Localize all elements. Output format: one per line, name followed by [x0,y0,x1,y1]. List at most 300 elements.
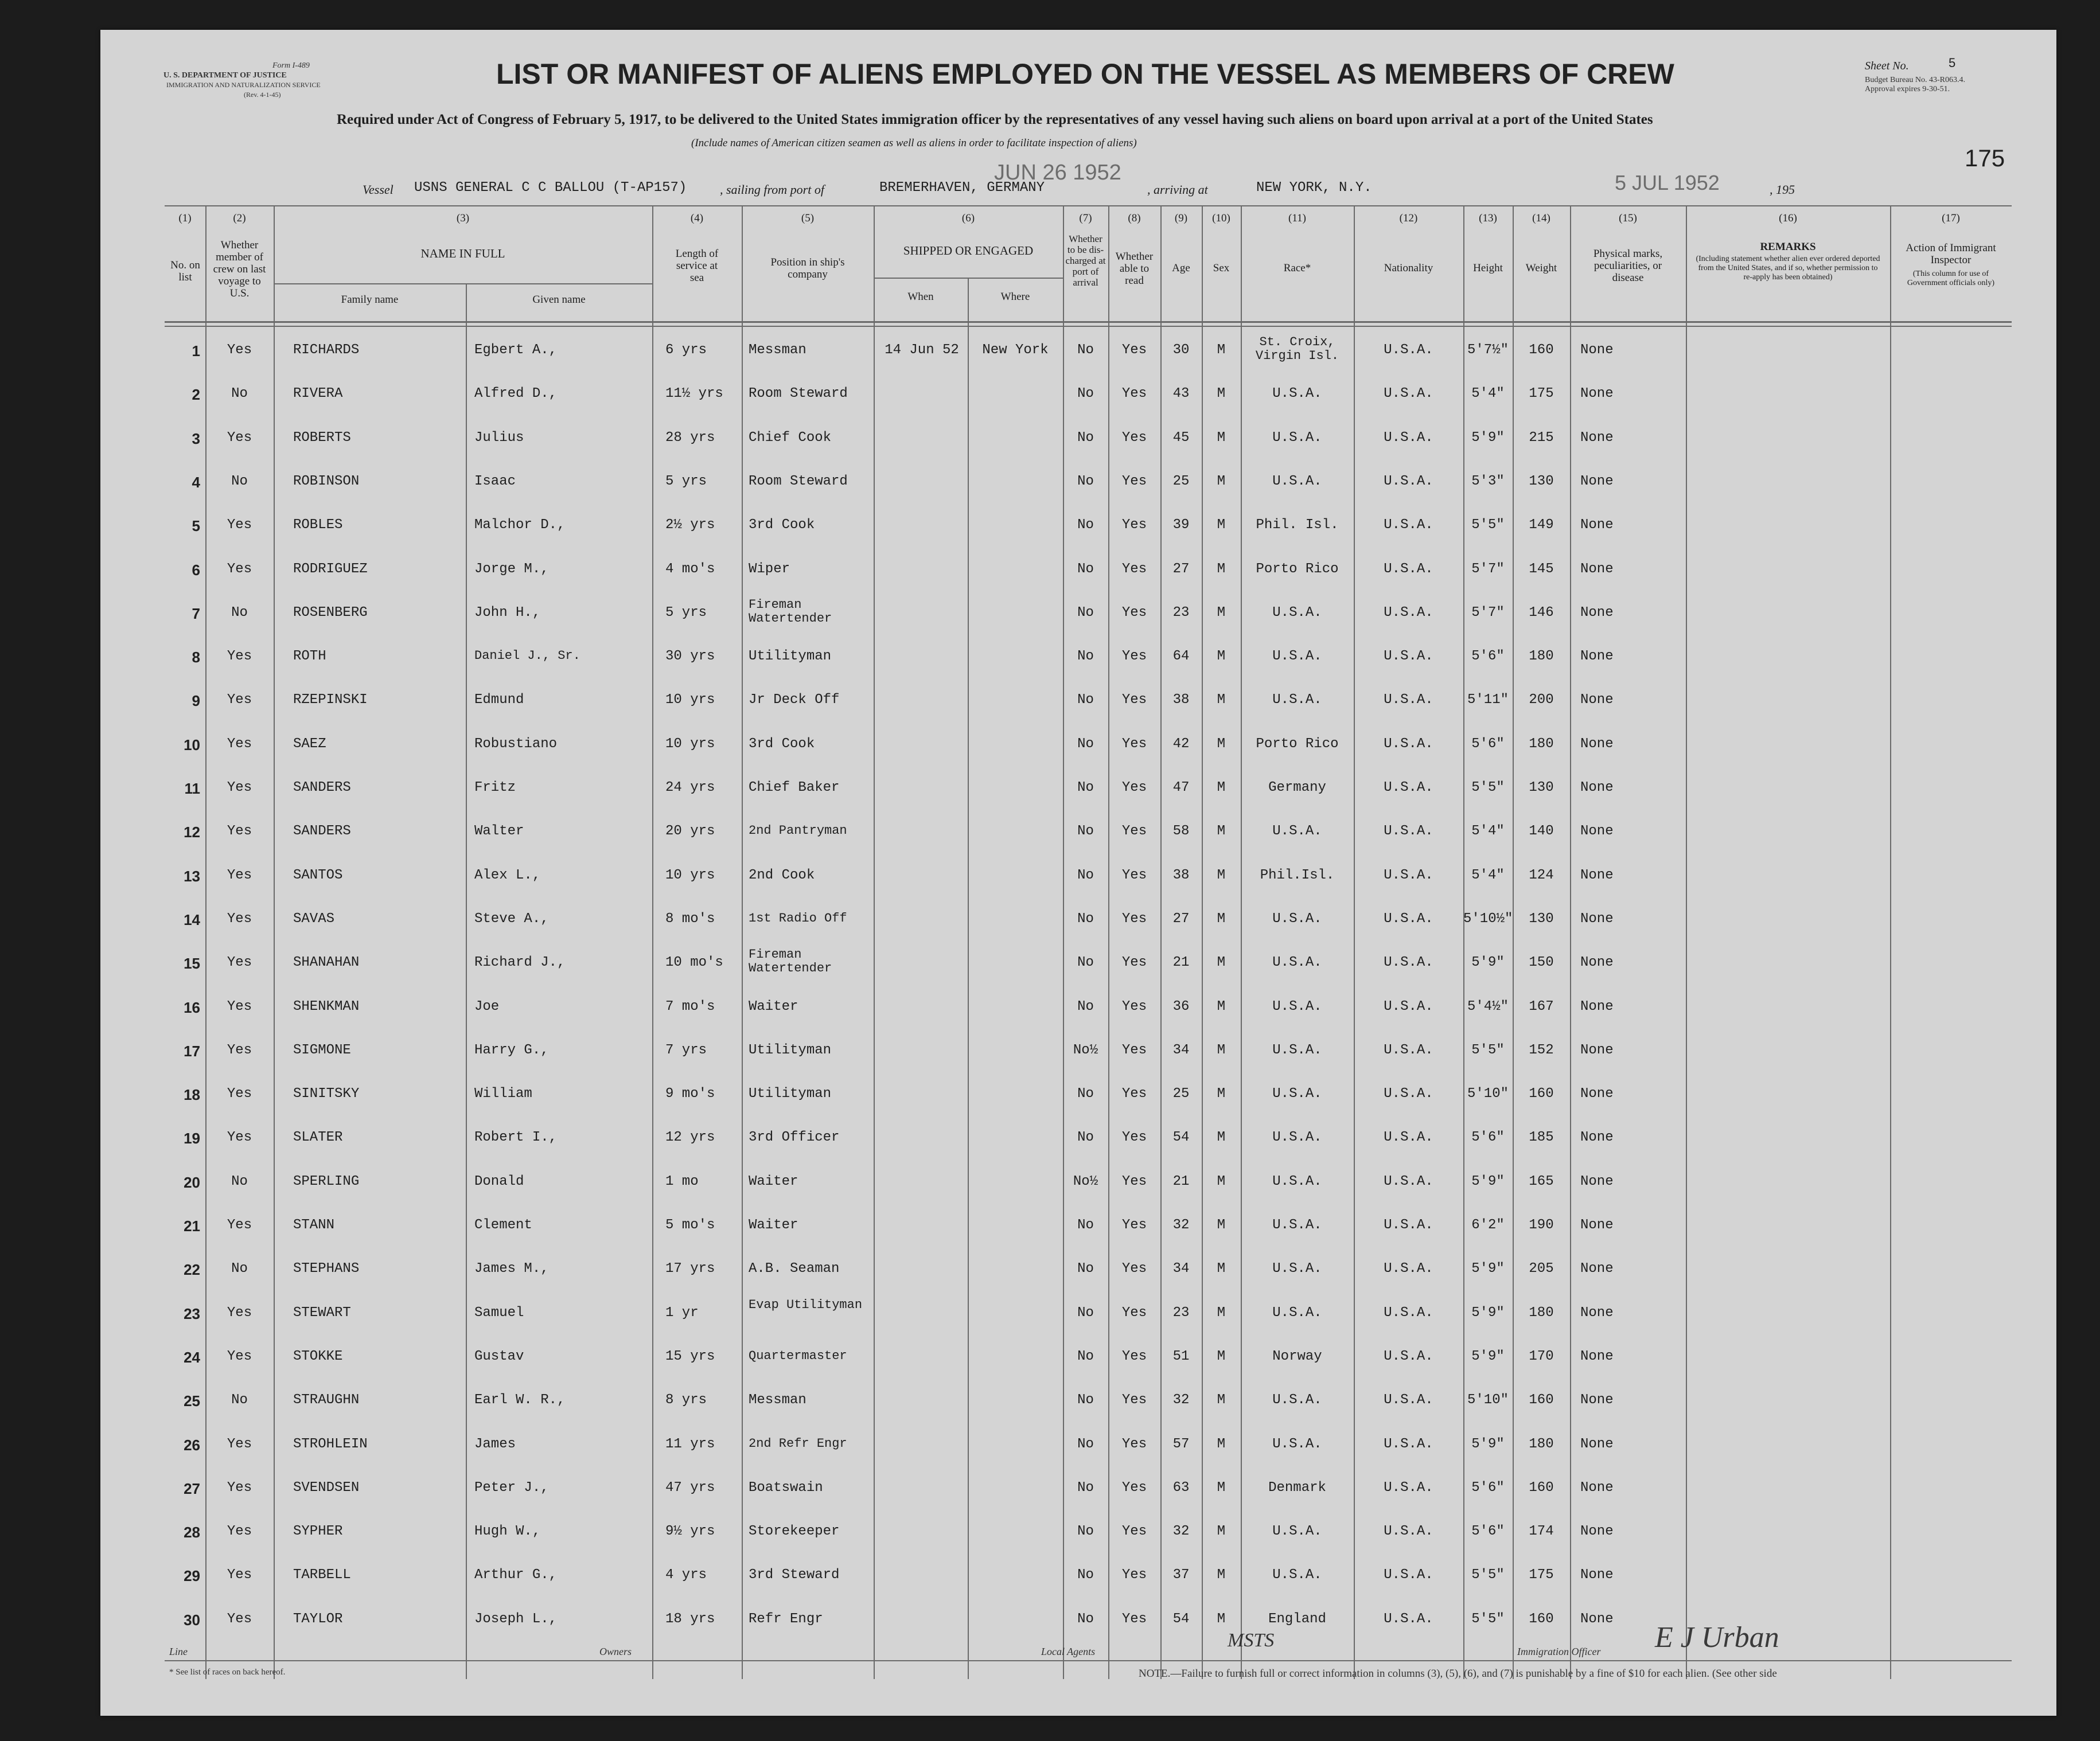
position-cell: Jr Deck Off [749,692,840,708]
length-cell: 10 yrs [665,692,715,708]
member-cell: Yes [227,561,252,577]
length-cell: 5 yrs [665,604,707,620]
physical-marks-cell: None [1580,692,1614,708]
member-cell: Yes [227,1524,252,1540]
row-number: 22 [184,1261,200,1279]
given-name-cell: Daniel J., Sr. [474,649,580,663]
sex-cell: M [1217,517,1226,533]
row-number: 30 [184,1611,200,1629]
nationality-cell: U.S.A. [1384,1611,1433,1627]
position-cell: 3rd Officer [749,1130,840,1146]
column-rule [1513,205,1514,1679]
member-cell: Yes [227,649,252,665]
family-name-cell: SANTOS [293,867,343,883]
discharged-cell: No [1077,1086,1094,1102]
sex-cell: M [1217,473,1226,489]
header-family-name: Family name [341,294,399,306]
weight-cell: 145 [1529,561,1554,577]
weight-cell: 150 [1529,955,1554,971]
read-cell: Yes [1121,386,1147,402]
sex-cell: M [1217,1086,1226,1102]
sex-cell: M [1217,649,1226,665]
length-cell: 7 mo's [665,998,715,1014]
line-label: Line [169,1646,188,1657]
row-number: 8 [192,649,200,666]
weight-cell: 146 [1529,604,1554,620]
age-cell: 38 [1172,867,1190,883]
height-cell: 5'9" [1471,955,1505,971]
age-cell: 42 [1172,736,1190,752]
read-cell: Yes [1121,1305,1147,1321]
length-cell: 17 yrs [665,1261,715,1277]
row-number: 1 [192,342,200,360]
subtitle: Required under Act of Congress of February 5, 1917, to be delivered to the United States immigration officer by the representatives of any vessel having such aliens on board upon arrival at a port of the United States [337,112,1653,127]
read-cell: Yes [1121,1480,1147,1496]
given-name-cell: Julius [474,430,524,446]
family-name-cell: STEPHANS [293,1261,360,1277]
discharged-cell: No [1077,1567,1094,1583]
read-cell: Yes [1121,780,1147,795]
position-cell: Fireman Watertender [749,597,832,626]
discharged-cell: No [1077,911,1094,927]
weight-cell: 175 [1529,1567,1554,1583]
age-cell: 58 [1172,823,1190,840]
race-cell: U.S.A. [1272,823,1322,840]
column-rule [652,205,653,1679]
column-rule [874,205,875,1679]
sheet-number: 5 [1949,56,1956,70]
weight-cell: 215 [1529,430,1554,446]
age-cell: 32 [1172,1217,1190,1233]
position-cell: Quartermaster [749,1348,847,1363]
page-number: 175 [1965,145,2005,171]
race-cell: Norway [1272,1348,1322,1364]
sex-cell: M [1217,1130,1226,1146]
column-rule [1108,205,1109,1679]
header-top-rule [165,205,2012,206]
header-bottom-rule-2 [165,326,2012,327]
form-revision: (Rev. 4-1-45) [244,91,281,99]
department-name: U. S. DEPARTMENT OF JUSTICE [163,71,287,80]
family-name-cell: ROBLES [293,517,343,533]
height-cell: 5'9" [1471,1173,1505,1189]
family-name-cell: SANDERS [293,780,351,795]
sex-cell: M [1217,386,1226,402]
approval-expires: Approval expires 9-30-51. [1865,85,1950,93]
height-cell: 5'6" [1471,1480,1505,1496]
height-cell: 5'4½" [1467,998,1509,1014]
family-name-cell: SHENKMAN [293,998,360,1014]
column-rule [466,283,467,1679]
nationality-cell: U.S.A. [1384,1348,1433,1364]
where-cell: New York [982,342,1049,358]
family-name-cell: SIGMONE [293,1042,351,1058]
header-when: When [907,291,934,303]
officer-signature: E J Urban [1655,1621,1779,1654]
race-cell: U.S.A. [1272,1173,1322,1189]
length-cell: 4 mo's [665,561,715,577]
family-name-cell: RODRIGUEZ [293,561,368,577]
family-name-cell: TARBELL [293,1567,351,1583]
height-cell: 5'10½" [1463,911,1513,927]
position-cell: Storekeeper [749,1524,840,1540]
position-cell: Room Steward [749,473,848,489]
fine-note: NOTE.—Failure to furnish full or correct information in columns (3), (5), (6), and (7) is punishable by a fine of $10 for each alien. (See other side [1139,1668,1777,1680]
row-number: 18 [184,1086,200,1104]
height-cell: 5'6" [1471,1130,1505,1146]
nationality-cell: U.S.A. [1384,430,1433,446]
sex-cell: M [1217,1524,1226,1540]
height-cell: 5'3" [1471,473,1505,489]
member-cell: Yes [227,1042,252,1058]
discharged-cell: No [1077,736,1094,752]
physical-marks-cell: None [1580,823,1614,840]
height-cell: 5'9" [1471,1436,1505,1452]
subtitle-note: (Include names of American citizen seamen as well as aliens in order to facilitate inspection of aliens) [691,137,1137,149]
weight-cell: 180 [1529,736,1554,752]
length-cell: 28 yrs [665,430,715,446]
physical-marks-cell: None [1580,1305,1614,1321]
race-cell: U.S.A. [1272,1392,1322,1408]
vessel-label: Vessel [363,182,393,197]
column-rule [1063,205,1064,1679]
age-cell: 21 [1172,1173,1190,1189]
row-number: 23 [184,1305,200,1322]
family-name-cell: SVENDSEN [293,1480,360,1496]
discharged-cell: No [1077,604,1094,620]
column-rule [742,205,743,1679]
sex-cell: M [1217,823,1226,840]
given-name-cell: Richard J., [474,955,566,971]
sex-cell: M [1217,998,1226,1014]
family-name-cell: RIVERA [293,386,343,402]
race-cell: U.S.A. [1272,998,1322,1014]
weight-cell: 149 [1529,517,1554,533]
length-cell: 5 yrs [665,473,707,489]
age-cell: 39 [1172,517,1190,533]
length-cell: 8 mo's [665,911,715,927]
age-cell: 32 [1172,1392,1190,1408]
member-cell: Yes [227,823,252,840]
given-name-cell: Earl W. R., [474,1392,566,1408]
when-cell: 14 Jun 52 [885,342,959,358]
position-cell: Waiter [749,1217,798,1233]
family-name-cell: ROBERTS [293,430,351,446]
physical-marks-cell: None [1580,473,1614,489]
sex-cell: M [1217,1348,1226,1364]
row-number: 3 [192,430,200,447]
discharged-cell: No [1077,1261,1094,1277]
nationality-cell: U.S.A. [1384,692,1433,708]
row-number: 5 [192,517,200,535]
weight-cell: 205 [1529,1261,1554,1277]
sex-cell: M [1217,692,1226,708]
sex-cell: M [1217,1305,1226,1321]
read-cell: Yes [1121,867,1147,883]
sex-cell: M [1217,780,1226,795]
length-cell: 11 yrs [665,1436,715,1452]
weight-cell: 130 [1529,473,1554,489]
col-num-8: (8) [1128,212,1141,224]
nationality-cell: U.S.A. [1384,911,1433,927]
height-cell: 5'11" [1467,692,1509,708]
given-name-cell: Walter [474,823,524,840]
family-name-cell: RICHARDS [293,342,360,358]
race-cell: U.S.A. [1272,1130,1322,1146]
weight-cell: 160 [1529,1392,1554,1408]
discharged-cell: No½ [1073,1042,1098,1058]
race-cell: U.S.A. [1272,1524,1322,1540]
header-shipped: SHIPPED OR ENGAGED [903,244,1034,257]
height-cell: 5'5" [1471,780,1505,795]
physical-marks-cell: None [1580,1217,1614,1233]
given-name-cell: Joseph L., [474,1611,558,1627]
race-cell: U.S.A. [1272,1567,1322,1583]
sex-cell: M [1217,1217,1226,1233]
physical-marks-cell: None [1580,1261,1614,1277]
header-remarks-note: (Including statement whether alien ever ordered deported from the United States, and if so, whether permission to re-apply has been obtained) [1696,255,1880,282]
height-cell: 5'7½" [1467,342,1509,358]
age-cell: 34 [1172,1042,1190,1058]
length-cell: 9 mo's [665,1086,715,1102]
age-cell: 63 [1172,1480,1190,1496]
col-num-10: (10) [1212,212,1230,224]
read-cell: Yes [1121,649,1147,665]
age-cell: 30 [1172,342,1190,358]
race-cell: England [1268,1611,1326,1627]
length-cell: 4 yrs [665,1567,707,1583]
position-cell: Chief Cook [749,430,832,446]
read-cell: Yes [1121,430,1147,446]
header-given-name: Given name [532,294,586,306]
physical-marks-cell: None [1580,867,1614,883]
discharged-cell: No [1077,649,1094,665]
read-cell: Yes [1121,1524,1147,1540]
col-num-15: (15) [1619,212,1637,224]
read-cell: Yes [1121,692,1147,708]
age-cell: 32 [1172,1524,1190,1540]
column-rule [1686,205,1687,1679]
age-cell: 36 [1172,998,1190,1014]
nationality-cell: U.S.A. [1384,1524,1433,1540]
age-cell: 45 [1172,430,1190,446]
family-name-cell: SAVAS [293,911,335,927]
discharged-cell: No [1077,1217,1094,1233]
discharged-cell: No [1077,998,1094,1014]
header-action: Action of Immigrant Inspector [1906,242,1996,266]
length-cell: 8 yrs [665,1392,707,1408]
read-cell: Yes [1121,998,1147,1014]
arrival-stamp: 5 JUL 1952 [1615,171,1720,194]
age-cell: 64 [1172,649,1190,665]
nationality-cell: U.S.A. [1384,1480,1433,1496]
header-name-in-full: NAME IN FULL [420,247,505,260]
arriving-label: , arriving at [1147,182,1208,197]
member-cell: Yes [227,1480,252,1496]
length-cell: 10 mo's [665,955,723,971]
row-number: 11 [184,780,200,797]
header-no-on-list: No. on list [170,259,200,283]
given-name-cell: James M., [474,1261,549,1277]
race-cell: U.S.A. [1272,1261,1322,1277]
agents-value: MSTS [1228,1630,1275,1651]
officer-label: Immigration Officer [1517,1646,1601,1657]
header-race: Race* [1283,262,1311,274]
nationality-cell: U.S.A. [1384,780,1433,795]
physical-marks-cell: None [1580,1480,1614,1496]
given-name-cell: Alex L., [474,867,541,883]
row-number: 10 [184,736,200,754]
given-name-cell: Joe [474,998,500,1014]
sex-cell: M [1217,955,1226,971]
family-name-cell: STROHLEIN [293,1436,368,1452]
sex-cell: M [1217,1261,1226,1277]
position-cell: 3rd Cook [749,736,815,752]
position-cell: Boatswain [749,1480,823,1496]
member-cell: No [231,1392,248,1408]
height-cell: 5'5" [1471,1567,1505,1583]
discharged-cell: No [1077,1305,1094,1321]
column-rule [1570,205,1571,1679]
race-cell: U.S.A. [1272,649,1322,665]
sheet-label: Sheet No. [1865,60,1909,72]
height-cell: 5'9" [1471,1261,1505,1277]
discharged-cell: No [1077,1611,1094,1627]
read-cell: Yes [1121,1130,1147,1146]
member-cell: No [231,604,248,620]
discharged-cell: No [1077,1392,1094,1408]
service-name: IMMIGRATION AND NATURALIZATION SERVICE [166,81,321,89]
given-name-cell: Arthur G., [474,1567,558,1583]
weight-cell: 180 [1529,649,1554,665]
discharged-cell: No [1077,517,1094,533]
race-cell: Germany [1268,780,1326,795]
sailing-label: , sailing from port of [720,182,824,197]
row-number: 29 [184,1567,200,1585]
weight-cell: 160 [1529,1611,1554,1627]
read-cell: Yes [1121,342,1147,358]
header-remarks: REMARKS [1760,241,1816,253]
row-number: 21 [184,1217,200,1235]
races-note: * See list of races on back hereof. [169,1668,286,1677]
column-rule [1354,205,1355,1679]
sex-cell: M [1217,342,1226,358]
age-cell: 57 [1172,1436,1190,1452]
row-number: 12 [184,823,200,841]
col-num-14: (14) [1532,212,1550,224]
race-cell: U.S.A. [1272,911,1322,927]
race-cell: Porto Rico [1256,736,1339,752]
member-cell: Yes [227,342,252,358]
header-weight: Weight [1525,262,1557,274]
sex-cell: M [1217,911,1226,927]
physical-marks-cell: None [1580,517,1614,533]
column-rule [205,205,207,1679]
length-cell: 18 yrs [665,1611,715,1627]
given-name-cell: Malchor D., [474,517,566,533]
physical-marks-cell: None [1580,1173,1614,1189]
race-cell: U.S.A. [1272,430,1322,446]
departure-port: BREMERHAVEN, GERMANY [879,180,1045,196]
weight-cell: 180 [1529,1436,1554,1452]
header-length-service: Length of service at sea [675,248,719,284]
member-cell: No [231,1261,248,1277]
column-rule [968,278,969,1679]
height-cell: 5'6" [1471,736,1505,752]
height-cell: 5'9" [1471,1348,1505,1364]
header-bottom-rule [165,321,2012,323]
position-cell: Utilityman [749,1086,832,1102]
length-cell: 30 yrs [665,649,715,665]
physical-marks-cell: None [1580,1524,1614,1540]
position-cell: Messman [749,342,807,358]
height-cell: 5'7" [1471,561,1505,577]
read-cell: Yes [1121,561,1147,577]
header-nationality: Nationality [1384,262,1433,274]
physical-marks-cell: None [1580,1567,1614,1583]
nationality-cell: U.S.A. [1384,473,1433,489]
age-cell: 25 [1172,473,1190,489]
agents-label: Local Agents [1041,1646,1096,1657]
position-cell: Waiter [749,998,798,1014]
nationality-cell: U.S.A. [1384,955,1433,971]
discharged-cell: No [1077,342,1094,358]
member-cell: Yes [227,1436,252,1452]
nationality-cell: U.S.A. [1384,649,1433,665]
height-cell: 5'9" [1471,1305,1505,1321]
nationality-cell: U.S.A. [1384,1042,1433,1058]
given-name-cell: Isaac [474,473,516,489]
family-name-cell: STRAUGHN [293,1392,360,1408]
height-cell: 5'4" [1471,823,1505,840]
member-cell: Yes [227,1086,252,1102]
height-cell: 5'6" [1471,649,1505,665]
column-rule [1463,205,1464,1679]
nationality-cell: U.S.A. [1384,517,1433,533]
weight-cell: 152 [1529,1042,1554,1058]
member-cell: No [231,386,248,402]
given-name-cell: John H., [474,604,541,620]
sex-cell: M [1217,604,1226,620]
given-name-cell: Harry G., [474,1042,549,1058]
weight-cell: 124 [1529,867,1554,883]
height-cell: 5'7" [1471,604,1505,620]
length-cell: 12 yrs [665,1130,715,1146]
header-able-read: Whether able to read [1115,251,1154,287]
read-cell: Yes [1121,1436,1147,1452]
age-cell: 27 [1172,561,1190,577]
read-cell: Yes [1121,1348,1147,1364]
discharged-cell: No [1077,823,1094,840]
row-number: 20 [184,1173,200,1191]
nationality-cell: U.S.A. [1384,342,1433,358]
header-where: Where [1000,291,1030,303]
col-num-1: (1) [178,212,192,224]
race-cell: Denmark [1268,1480,1326,1496]
weight-cell: 167 [1529,998,1554,1014]
length-cell: 10 yrs [665,736,715,752]
member-cell: Yes [227,867,252,883]
height-cell: 5'10" [1467,1392,1509,1408]
length-cell: 2½ yrs [665,517,715,533]
family-name-cell: SINITSKY [293,1086,360,1102]
col-num-7: (7) [1079,212,1092,224]
age-cell: 51 [1172,1348,1190,1364]
discharged-cell: No [1077,473,1094,489]
member-cell: Yes [227,430,252,446]
position-cell: 1st Radio Off [749,911,847,926]
position-cell: Fireman Watertender [749,947,832,976]
